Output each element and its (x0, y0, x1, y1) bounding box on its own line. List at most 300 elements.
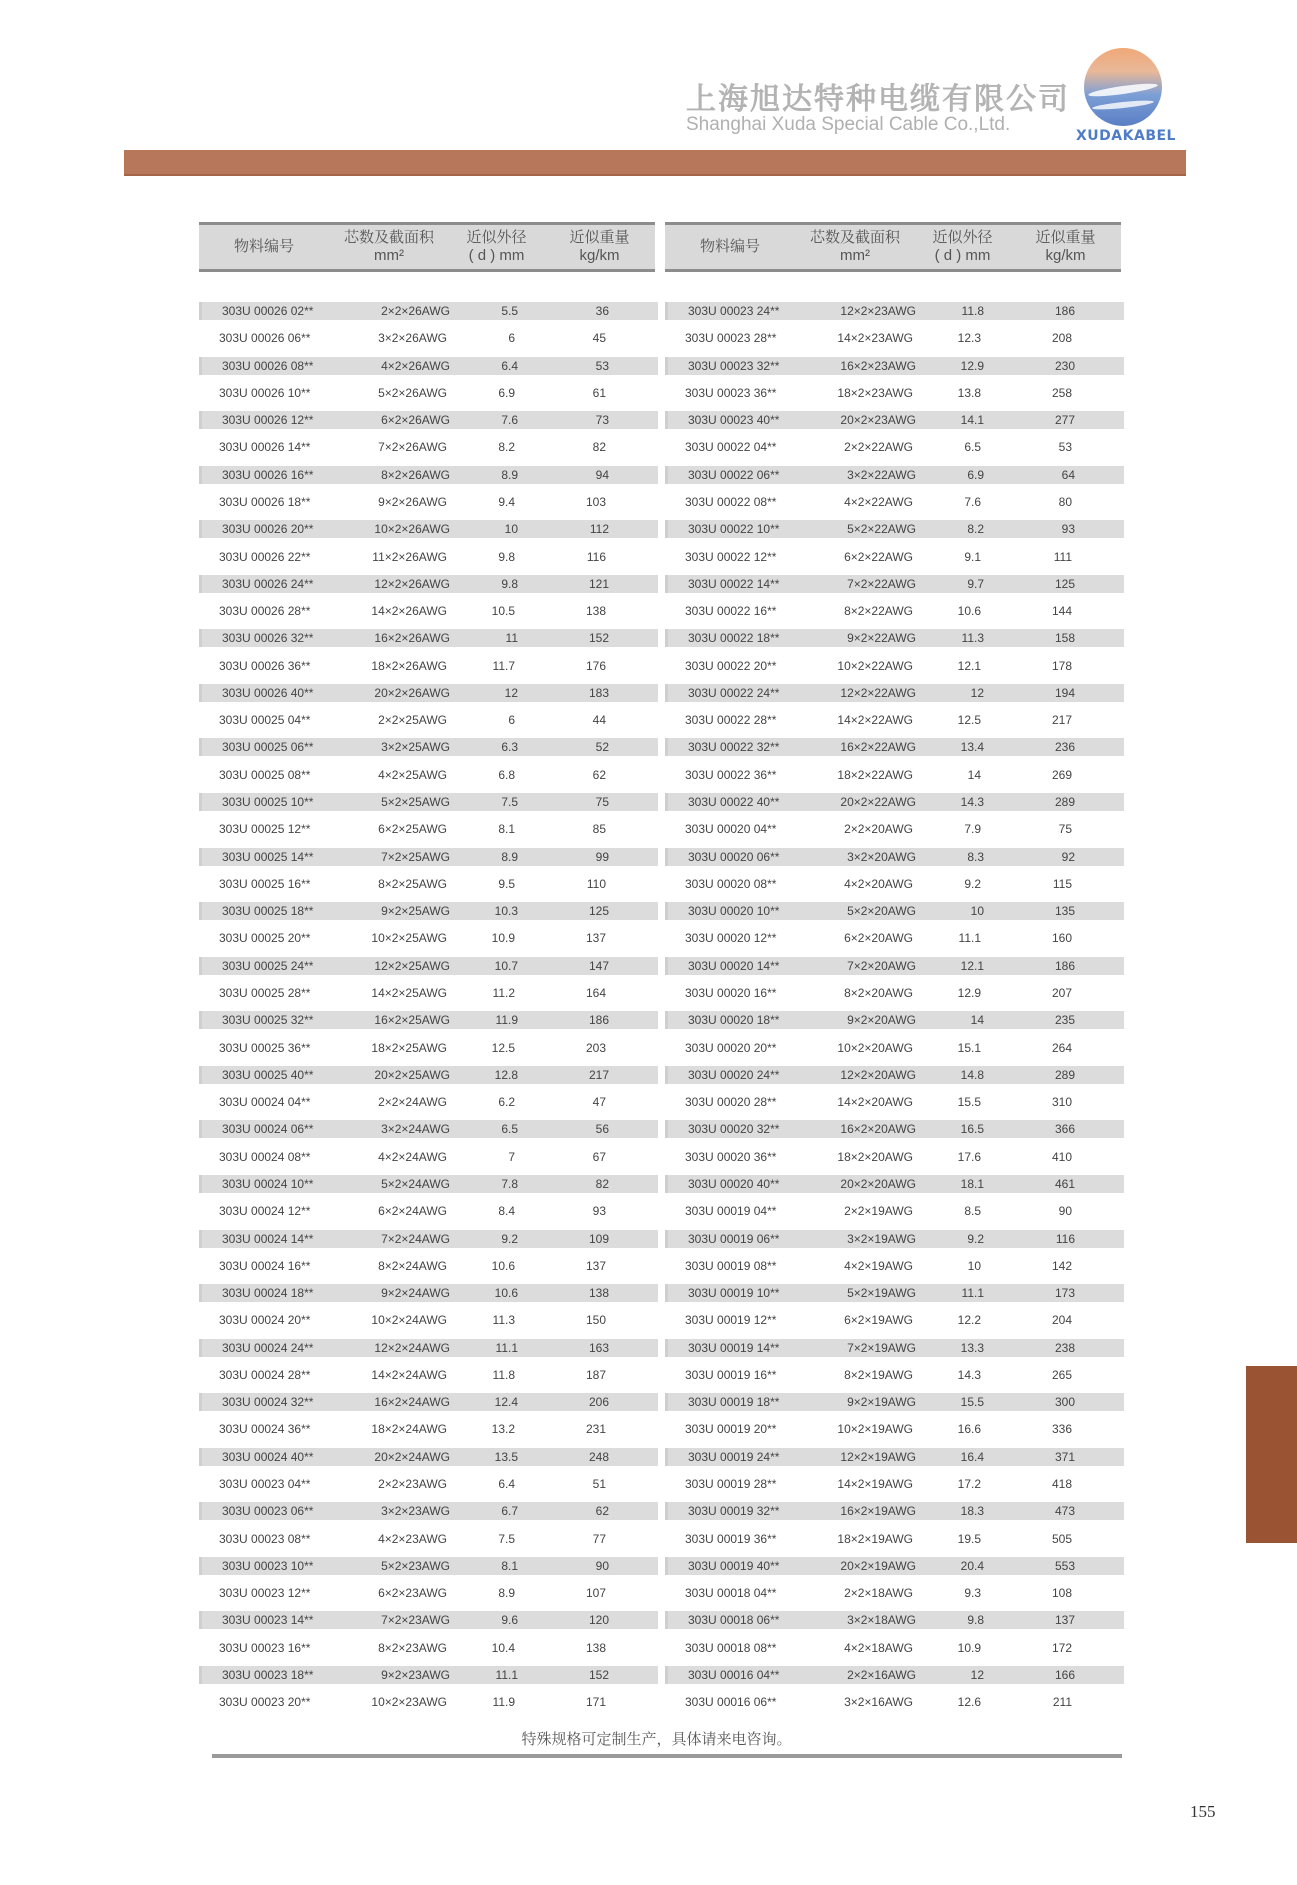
cell-cores-section: 9×2×19AWG (847, 1395, 916, 1410)
cell-material-code: 303U 00025 12** (219, 822, 311, 837)
cell-outer-diameter: 9.1 (964, 549, 981, 564)
table-row (665, 1611, 1124, 1629)
table-row (199, 1448, 658, 1466)
cell-outer-diameter: 5.5 (501, 304, 518, 318)
cell-outer-diameter: 12.8 (494, 1067, 518, 1082)
cell-weight: 121 (588, 576, 609, 591)
cell-material-code: 303U 00022 28** (685, 713, 777, 728)
cell-outer-diameter: 11.3 (961, 631, 984, 646)
cell-cores-section: 4×2×24AWG (378, 1149, 447, 1164)
table-row (199, 357, 658, 375)
cell-weight: 62 (592, 767, 606, 782)
cell-cores-section: 4×2×22AWG (844, 494, 913, 509)
table-row (199, 848, 658, 866)
cell-material-code: 303U 00022 24** (688, 685, 780, 700)
cell-cores-section: 20×2×19AWG (840, 1558, 916, 1573)
cell-outer-diameter: 16.6 (957, 1422, 981, 1437)
cell-outer-diameter: 7 (508, 1149, 515, 1164)
cell-outer-diameter: 6.5 (501, 1122, 518, 1137)
cell-cores-section: 14×2×23AWG (837, 331, 913, 346)
cell-outer-diameter: 13.2 (491, 1422, 515, 1437)
table-row (665, 1148, 1121, 1166)
cell-outer-diameter: 8.4 (498, 1204, 515, 1219)
cell-material-code: 303U 00025 14** (222, 849, 314, 864)
cell-weight: 77 (592, 1531, 606, 1546)
column-header-spec: 芯数及截面积 mm² (343, 229, 434, 264)
cell-material-code: 303U 00026 02** (222, 304, 314, 318)
cell-weight: 366 (1054, 1122, 1075, 1137)
cell-weight: 103 (585, 494, 606, 509)
cell-outer-diameter: 7.5 (498, 1531, 515, 1546)
cell-outer-diameter: 10.6 (494, 1286, 518, 1301)
table-row (199, 1039, 655, 1057)
cell-weight: 277 (1054, 413, 1075, 428)
cell-material-code: 303U 00023 06** (222, 1504, 314, 1519)
cell-cores-section: 5×2×24AWG (381, 1176, 450, 1191)
cell-material-code: 303U 00026 14** (219, 440, 311, 455)
cell-outer-diameter: 7.8 (501, 1176, 518, 1191)
table-row (199, 1011, 658, 1029)
table-header (199, 222, 655, 272)
table-row (665, 902, 1124, 920)
cell-cores-section: 2×2×25AWG (378, 713, 447, 728)
cell-weight: 93 (1061, 522, 1075, 537)
cell-material-code: 303U 00026 36** (219, 658, 311, 673)
cell-cores-section: 8×2×20AWG (844, 986, 913, 1000)
cell-material-code: 303U 00019 18** (688, 1395, 780, 1410)
cell-outer-diameter: 10.9 (957, 1640, 981, 1655)
table-row (665, 1284, 1124, 1302)
cell-cores-section: 8×2×25AWG (378, 876, 447, 891)
cell-cores-section: 20×2×23AWG (840, 413, 916, 428)
table-row (665, 684, 1124, 702)
cell-weight: 107 (585, 1586, 606, 1601)
cell-cores-section: 12×2×19AWG (840, 1449, 916, 1464)
cell-outer-diameter: 15.5 (960, 1395, 984, 1410)
cell-cores-section: 18×2×20AWG (837, 1149, 913, 1164)
cell-cores-section: 12×2×24AWG (374, 1340, 450, 1355)
table-row (665, 357, 1124, 375)
cell-weight: 187 (585, 1367, 606, 1382)
cell-outer-diameter: 15.5 (957, 1095, 981, 1110)
table-row (665, 1230, 1124, 1248)
cell-outer-diameter: 12.5 (957, 713, 981, 728)
cell-cores-section: 7×2×26AWG (378, 440, 447, 455)
table-row (199, 302, 658, 320)
table-row (199, 548, 655, 566)
cell-outer-diameter: 13.3 (960, 1340, 984, 1355)
cell-cores-section: 2×2×24AWG (378, 1095, 447, 1110)
cell-material-code: 303U 00020 06** (688, 849, 780, 864)
cell-weight: 44 (592, 713, 606, 728)
cell-weight: 75 (1058, 822, 1072, 837)
logo-text: XUDAKABEL (1076, 128, 1176, 144)
cell-cores-section: 6×2×19AWG (844, 1313, 913, 1328)
cell-material-code: 303U 00019 04** (685, 1204, 777, 1219)
cell-weight: 51 (592, 1477, 606, 1492)
table-row (665, 466, 1124, 484)
table-row (199, 1148, 655, 1166)
cell-weight: 135 (1054, 904, 1075, 919)
cell-weight: 82 (595, 1176, 609, 1191)
cell-weight: 505 (1051, 1531, 1072, 1546)
cell-outer-diameter: 9.8 (498, 549, 515, 564)
cell-material-code: 303U 00022 14** (688, 576, 780, 591)
table-row (199, 711, 655, 729)
cell-cores-section: 16×2×23AWG (840, 358, 916, 373)
cell-outer-diameter: 12.9 (957, 986, 981, 1000)
cell-weight: 64 (1061, 467, 1075, 482)
cell-weight: 144 (1051, 604, 1072, 619)
cell-material-code: 303U 00024 40** (222, 1449, 314, 1464)
cell-outer-diameter: 13.8 (957, 385, 981, 400)
cell-weight: 62 (595, 1504, 609, 1519)
cell-cores-section: 20×2×24AWG (374, 1449, 450, 1464)
cell-material-code: 303U 00022 12** (685, 549, 777, 564)
cell-cores-section: 5×2×20AWG (847, 904, 916, 919)
cell-cores-section: 3×2×20AWG (847, 849, 916, 864)
cell-weight: 172 (1051, 1640, 1072, 1655)
cell-outer-diameter: 10 (970, 904, 984, 919)
cell-cores-section: 18×2×25AWG (371, 1040, 447, 1055)
column-header-diameter: 近似外径 ( d ) mm (932, 229, 993, 264)
cell-weight: 73 (595, 413, 609, 428)
cell-outer-diameter: 15.1 (957, 1040, 981, 1055)
cell-material-code: 303U 00020 28** (685, 1095, 777, 1110)
cell-weight: 93 (592, 1204, 606, 1219)
cell-weight: 99 (595, 849, 609, 864)
table-row (199, 766, 655, 784)
cell-weight: 53 (595, 358, 609, 373)
cell-material-code: 303U 00019 08** (685, 1258, 777, 1273)
cell-cores-section: 12×2×22AWG (840, 685, 916, 700)
cell-cores-section: 14×2×24AWG (371, 1367, 447, 1382)
cell-material-code: 303U 00023 10** (222, 1558, 314, 1573)
cell-material-code: 303U 00019 06** (688, 1231, 780, 1246)
table-row (665, 1175, 1124, 1193)
table-row (665, 1011, 1124, 1029)
cell-outer-diameter: 9.2 (964, 876, 981, 891)
cell-material-code: 303U 00025 04** (219, 713, 311, 728)
cell-cores-section: 14×2×26AWG (371, 604, 447, 619)
cell-outer-diameter: 20.4 (960, 1558, 984, 1573)
cell-cores-section: 6×2×23AWG (378, 1586, 447, 1601)
cell-cores-section: 12×2×23AWG (840, 304, 916, 318)
cell-outer-diameter: 14.1 (960, 413, 984, 428)
cell-cores-section: 16×2×19AWG (840, 1504, 916, 1519)
cell-cores-section: 8×2×24AWG (378, 1258, 447, 1273)
cell-material-code: 303U 00020 36** (685, 1149, 777, 1164)
cell-outer-diameter: 9.8 (967, 1613, 984, 1628)
cell-cores-section: 4×2×18AWG (844, 1640, 913, 1655)
cell-outer-diameter: 10 (967, 1258, 981, 1273)
table-row (199, 820, 655, 838)
cell-material-code: 303U 00023 18** (222, 1668, 314, 1682)
cell-weight: 125 (1054, 576, 1075, 591)
cell-material-code: 303U 00022 18** (688, 631, 780, 646)
cell-material-code: 303U 00022 16** (685, 604, 777, 619)
cell-outer-diameter: 6 (508, 331, 515, 346)
cell-weight: 204 (1051, 1313, 1072, 1328)
company-name-en: Shanghai Xuda Special Cable Co.,Ltd. (686, 114, 1011, 135)
table-row (199, 684, 658, 702)
cell-cores-section: 6×2×25AWG (378, 822, 447, 837)
table-row (199, 575, 658, 593)
cell-material-code: 303U 00019 12** (685, 1313, 777, 1328)
cell-material-code: 303U 00020 04** (685, 822, 777, 837)
table-row (199, 1120, 658, 1138)
cell-cores-section: 16×2×25AWG (374, 1013, 450, 1028)
cell-cores-section: 4×2×20AWG (844, 876, 913, 891)
cell-weight: 418 (1051, 1477, 1072, 1492)
cell-cores-section: 18×2×24AWG (371, 1422, 447, 1437)
cell-cores-section: 3×2×16AWG (844, 1695, 913, 1710)
cell-cores-section: 4×2×19AWG (844, 1258, 913, 1273)
table-row (199, 1557, 658, 1575)
cell-outer-diameter: 8.3 (967, 849, 984, 864)
cell-outer-diameter: 17.6 (957, 1149, 981, 1164)
table-row (199, 1666, 658, 1684)
cell-cores-section: 11×2×26AWG (372, 549, 447, 564)
cell-weight: 36 (595, 304, 609, 318)
table-row (665, 438, 1121, 456)
cell-material-code: 303U 00018 06** (688, 1613, 780, 1628)
cell-weight: 94 (595, 467, 609, 482)
cell-weight: 410 (1051, 1149, 1072, 1164)
cell-weight: 248 (588, 1449, 609, 1464)
table-row (665, 793, 1124, 811)
table-row (665, 384, 1121, 402)
cell-outer-diameter: 10.3 (494, 904, 518, 919)
cell-weight: 289 (1054, 795, 1075, 810)
table-row (199, 1175, 658, 1193)
cell-outer-diameter: 8.9 (498, 1586, 515, 1601)
cell-outer-diameter: 14.8 (960, 1067, 984, 1082)
cell-outer-diameter: 14 (967, 767, 981, 782)
cell-cores-section: 8×2×23AWG (378, 1640, 447, 1655)
cell-cores-section: 6×2×24AWG (378, 1204, 447, 1219)
cell-weight: 138 (588, 1286, 609, 1301)
cell-weight: 171 (585, 1695, 606, 1710)
cell-weight: 163 (588, 1340, 609, 1355)
cell-material-code: 303U 00025 24** (222, 958, 314, 973)
cell-outer-diameter: 9.7 (967, 576, 984, 591)
cell-weight: 138 (585, 604, 606, 619)
table-row (665, 302, 1124, 320)
cell-cores-section: 9×2×22AWG (847, 631, 916, 646)
cell-material-code: 303U 00020 24** (688, 1067, 780, 1082)
cell-weight: 152 (588, 631, 609, 646)
cell-material-code: 303U 00019 14** (688, 1340, 780, 1355)
table-row (665, 1693, 1121, 1711)
cell-outer-diameter: 12.1 (960, 958, 984, 973)
cell-material-code: 303U 00016 06** (685, 1695, 777, 1710)
table-row (199, 657, 655, 675)
cell-cores-section: 5×2×19AWG (847, 1286, 916, 1301)
cell-material-code: 303U 00019 16** (685, 1367, 777, 1382)
cell-material-code: 303U 00026 20** (222, 522, 314, 537)
cell-weight: 186 (1054, 304, 1075, 318)
cell-material-code: 303U 00024 28** (219, 1367, 311, 1382)
cell-material-code: 303U 00025 16** (219, 876, 311, 891)
cell-material-code: 303U 00022 10** (688, 522, 780, 537)
cell-cores-section: 8×2×19AWG (844, 1367, 913, 1382)
cell-weight: 150 (585, 1313, 606, 1328)
cell-weight: 235 (1054, 1013, 1075, 1028)
column-header-code: 物料编号 (233, 238, 294, 255)
table-row (199, 1066, 658, 1084)
cell-cores-section: 6×2×26AWG (381, 413, 450, 428)
cell-weight: 82 (592, 440, 606, 455)
cell-material-code: 303U 00026 40** (222, 685, 314, 700)
cell-cores-section: 2×2×20AWG (844, 822, 913, 837)
cell-weight: 217 (588, 1067, 609, 1082)
column-header-code: 物料编号 (699, 238, 760, 255)
cell-cores-section: 2×2×16AWG (847, 1668, 916, 1682)
cell-outer-diameter: 10 (504, 522, 518, 537)
cell-outer-diameter: 11.8 (492, 1367, 515, 1382)
cell-outer-diameter: 7.5 (501, 795, 518, 810)
table-row (199, 493, 655, 511)
cell-weight: 53 (1058, 440, 1072, 455)
cell-material-code: 303U 00024 18** (222, 1286, 314, 1301)
cell-material-code: 303U 00023 20** (219, 1695, 311, 1710)
cell-cores-section: 10×2×20AWG (837, 1040, 913, 1055)
cell-outer-diameter: 11.1 (961, 1286, 984, 1301)
cell-outer-diameter: 12 (970, 1668, 984, 1682)
cell-cores-section: 14×2×22AWG (837, 713, 913, 728)
cell-outer-diameter: 12.5 (491, 1040, 515, 1055)
table-row (199, 738, 658, 756)
cell-material-code: 303U 00022 32** (688, 740, 780, 755)
table-row (665, 520, 1124, 538)
cell-material-code: 303U 00024 20** (219, 1313, 311, 1328)
table-row (199, 1093, 655, 1111)
cell-outer-diameter: 11 (505, 631, 518, 646)
cell-cores-section: 4×2×25AWG (378, 767, 447, 782)
cell-weight: 203 (585, 1040, 606, 1055)
cell-weight: 264 (1051, 1040, 1072, 1055)
cell-weight: 211 (1052, 1695, 1072, 1710)
cell-material-code: 303U 00026 22** (219, 549, 311, 564)
cell-outer-diameter: 6.7 (501, 1504, 518, 1519)
cell-material-code: 303U 00022 08** (685, 494, 777, 509)
cell-cores-section: 9×2×20AWG (847, 1013, 916, 1028)
cell-material-code: 303U 00025 28** (219, 986, 311, 1000)
cell-outer-diameter: 11.7 (492, 658, 515, 673)
cell-cores-section: 9×2×26AWG (378, 494, 447, 509)
cell-outer-diameter: 7.6 (501, 413, 518, 428)
cell-weight: 92 (1061, 849, 1075, 864)
cell-weight: 75 (595, 795, 609, 810)
cell-outer-diameter: 12.3 (957, 331, 981, 346)
cell-weight: 142 (1051, 1258, 1072, 1273)
footer-note: 特殊规格可定制生产，具体请来电咨询。 (521, 1731, 792, 1748)
cell-material-code: 303U 00022 06** (688, 467, 780, 482)
header-band (124, 150, 1186, 176)
cell-cores-section: 2×2×18AWG (844, 1586, 913, 1601)
cell-outer-diameter: 6.4 (498, 1477, 515, 1492)
cell-outer-diameter: 12.9 (960, 358, 984, 373)
cell-cores-section: 6×2×22AWG (844, 549, 913, 564)
table-row (665, 820, 1121, 838)
cell-weight: 194 (1054, 685, 1075, 700)
company-logo (1070, 44, 1182, 148)
table-row (199, 1502, 658, 1520)
cell-cores-section: 20×2×20AWG (840, 1176, 916, 1191)
cell-material-code: 303U 00025 40** (222, 1067, 314, 1082)
table-row (665, 1366, 1121, 1384)
cell-weight: 52 (595, 740, 609, 755)
cell-weight: 137 (585, 1258, 606, 1273)
table-row (199, 1693, 655, 1711)
table-row (665, 1039, 1121, 1057)
cell-outer-diameter: 10.5 (491, 604, 515, 619)
cell-cores-section: 7×2×24AWG (381, 1231, 450, 1246)
cell-cores-section: 18×2×26AWG (371, 658, 447, 673)
column-header-weight: 近似重量 kg/km (1035, 229, 1096, 264)
cell-material-code: 303U 00020 32** (688, 1122, 780, 1137)
cell-material-code: 303U 00026 28** (219, 604, 311, 619)
cell-material-code: 303U 00020 18** (688, 1013, 780, 1028)
cell-outer-diameter: 12.4 (494, 1395, 518, 1410)
cell-cores-section: 5×2×22AWG (847, 522, 916, 537)
cell-weight: 461 (1054, 1176, 1075, 1191)
table-row (665, 1202, 1121, 1220)
cell-material-code: 303U 00025 20** (219, 931, 311, 946)
cell-weight: 47 (592, 1095, 606, 1110)
cell-outer-diameter: 10.4 (491, 1640, 515, 1655)
cell-cores-section: 8×2×26AWG (381, 467, 450, 482)
cell-weight: 138 (585, 1640, 606, 1655)
cell-cores-section: 5×2×25AWG (381, 795, 450, 810)
cell-outer-diameter: 6 (508, 713, 515, 728)
cell-outer-diameter: 13.5 (494, 1449, 518, 1464)
table-row (199, 629, 658, 647)
cell-material-code: 303U 00023 36** (685, 385, 777, 400)
cell-outer-diameter: 9.2 (501, 1231, 518, 1246)
cell-material-code: 303U 00026 18** (219, 494, 311, 509)
spec-table-right (665, 222, 1121, 1710)
cell-cores-section: 3×2×25AWG (381, 740, 450, 755)
footer-divider (212, 1754, 1122, 1758)
column-header-diameter: 近似外径 ( d ) mm (466, 229, 527, 264)
table-row (199, 1230, 658, 1248)
table-row (665, 1502, 1124, 1520)
column-header-weight: 近似重量 kg/km (569, 229, 630, 264)
cell-weight: 67 (592, 1149, 606, 1164)
page-number: 155 (1190, 1802, 1216, 1821)
cell-material-code: 303U 00024 14** (222, 1231, 314, 1246)
table-row (199, 929, 655, 947)
cell-material-code: 303U 00018 08** (685, 1640, 777, 1655)
table-row (665, 1448, 1124, 1466)
cell-cores-section: 12×2×20AWG (840, 1067, 916, 1082)
cell-outer-diameter: 8.1 (501, 1558, 518, 1573)
cell-cores-section: 18×2×22AWG (837, 767, 913, 782)
cell-outer-diameter: 8.9 (501, 467, 518, 482)
cell-outer-diameter: 11.1 (495, 1340, 518, 1355)
cell-weight: 137 (1054, 1613, 1075, 1628)
cell-material-code: 303U 00022 40** (688, 795, 780, 810)
cell-weight: 109 (588, 1231, 609, 1246)
cell-outer-diameter: 12 (970, 685, 984, 700)
cell-material-code: 303U 00020 16** (685, 986, 777, 1000)
cell-weight: 265 (1051, 1367, 1072, 1382)
table-row (665, 1093, 1121, 1111)
cell-cores-section: 7×2×23AWG (381, 1613, 450, 1628)
cell-cores-section: 2×2×23AWG (378, 1477, 447, 1492)
